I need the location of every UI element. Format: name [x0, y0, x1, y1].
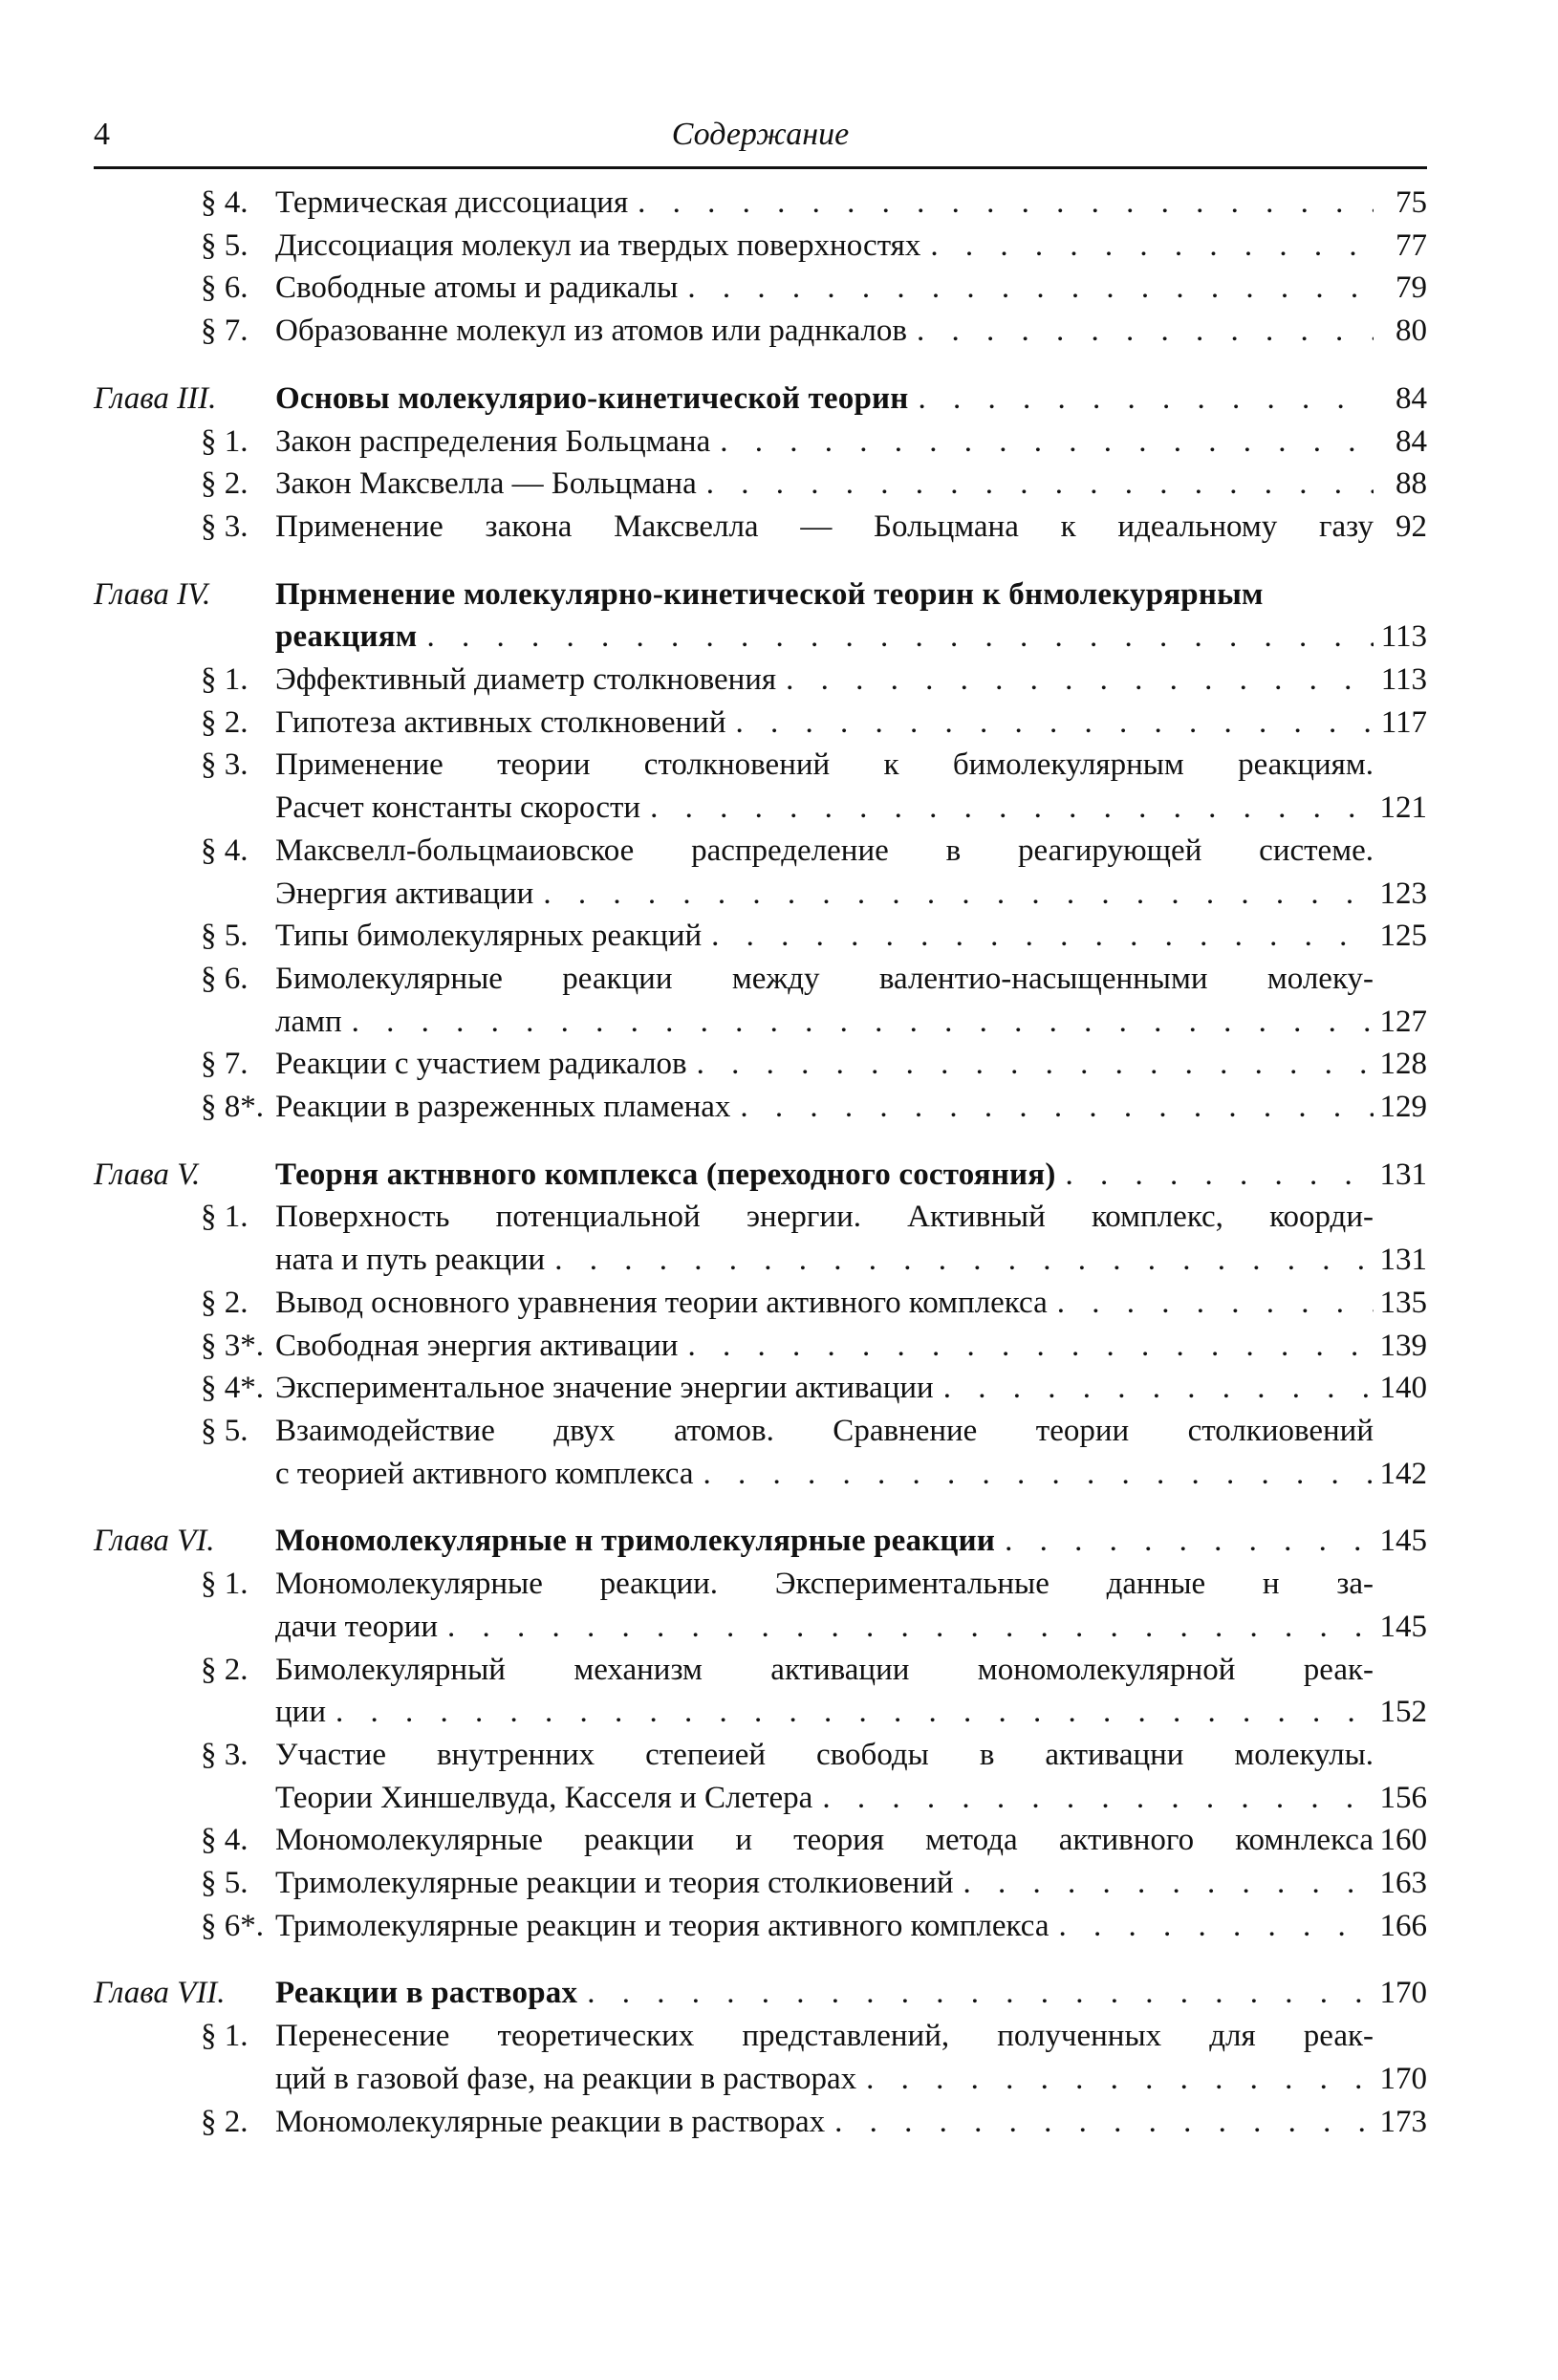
- leader-dots: [694, 1453, 1374, 1496]
- header-rule: [94, 166, 1427, 169]
- toc-section[interactable]: [94, 1367, 1427, 1410]
- leader-dots: [697, 463, 1374, 506]
- leader-dots: [577, 1972, 1374, 2015]
- chapter-title: Реакции в растворах: [275, 1976, 578, 2011]
- section-title-line1: Бимолекулярный механизм активации мономолекулярной реак-: [275, 1652, 1374, 1687]
- section-mark: § 1.: [201, 1200, 249, 1235]
- section-page: 129: [1379, 1090, 1427, 1125]
- toc-section[interactable]: [94, 506, 1427, 549]
- chapter-page: 131: [1379, 1157, 1427, 1192]
- chapter-label: Глава V.: [94, 1157, 201, 1192]
- section-title: ций в газовой фазе, на реакции в растворах: [275, 2061, 857, 2096]
- leader-dots: [1048, 1282, 1374, 1325]
- section-mark: § 3.: [201, 508, 249, 544]
- section-mark: § 5.: [201, 1413, 249, 1448]
- section-title: Свободные атомы и радикалы: [275, 270, 679, 306]
- leader-dots: [687, 1043, 1374, 1086]
- leader-dots: [702, 915, 1374, 958]
- leader-dots: [730, 1086, 1374, 1129]
- section-mark: § 4.: [201, 1823, 249, 1858]
- toc-section[interactable]: [94, 310, 1427, 353]
- section-title: Энергия активации: [275, 876, 534, 911]
- toc-section[interactable]: [94, 744, 1427, 829]
- section-mark: § 2.: [201, 466, 249, 502]
- toc-section[interactable]: [94, 267, 1427, 310]
- toc-section[interactable]: [94, 1086, 1427, 1129]
- leader-dots: [920, 225, 1374, 268]
- section-mark: § 3.: [201, 1737, 249, 1772]
- section-mark: § 2.: [201, 1285, 249, 1320]
- section-mark: § 1.: [201, 2019, 249, 2054]
- section-mark: § 2.: [201, 2104, 249, 2139]
- section-page: 92: [1396, 508, 1427, 544]
- toc-section[interactable]: [94, 1282, 1427, 1325]
- section-title: ната и путь реакции: [275, 1243, 546, 1278]
- section-title: ции: [275, 1695, 326, 1730]
- section-page: 117: [1380, 704, 1427, 740]
- section-mark: § 1.: [201, 662, 249, 698]
- section-page: 77: [1396, 227, 1427, 263]
- section-page: 113: [1380, 662, 1427, 698]
- section-mark: § 5.: [201, 1866, 249, 1901]
- section-title: Закон распределения Больцмана: [275, 423, 711, 459]
- chapter-title-line1: Прнменение молекулярно-кинетической теорин к бнмолекурярным: [275, 576, 1264, 612]
- chapter-label: Глава III.: [94, 380, 217, 416]
- section-mark: § 2.: [201, 1652, 249, 1687]
- section-page: 173: [1379, 2104, 1427, 2139]
- toc-section[interactable]: [94, 1649, 1427, 1734]
- section-page: 160: [1379, 1823, 1427, 1858]
- section-mark: § 5.: [201, 919, 249, 954]
- section-mark: § 6.: [201, 270, 249, 306]
- chapter-title: Основы молекулярио-кинетической теорин: [275, 380, 909, 416]
- toc-section[interactable]: [94, 1410, 1427, 1495]
- section-title: Эффективный диаметр столкновения: [275, 662, 777, 698]
- chapter-page: 145: [1379, 1524, 1427, 1559]
- section-page: 80: [1396, 314, 1427, 349]
- section-page: 125: [1379, 919, 1427, 954]
- leader-dots: [776, 659, 1374, 702]
- section-title-line1: Участие внутренних степеией свободы в активацни молекулы.: [275, 1737, 1374, 1772]
- leader-dots: [326, 1691, 1374, 1734]
- section-page: 166: [1379, 1908, 1427, 1943]
- section-title: Экспериментальное значение энергии активации: [275, 1371, 934, 1406]
- leader-dots: [908, 378, 1374, 421]
- toc-section[interactable]: [94, 1819, 1427, 1862]
- section-mark: § 3.: [201, 747, 249, 783]
- chapter-title: Теорня актнвного комплекса (переходного состояния): [275, 1157, 1056, 1192]
- leader-dots: [907, 310, 1374, 353]
- section-title: Типы бимолекулярных реакций: [275, 919, 703, 954]
- section-title-line1: Бимолекулярные реакции между валентио-насыщенными молеку-: [275, 961, 1374, 996]
- section-page: 170: [1379, 2061, 1427, 2096]
- section-title: Реакции в разреженных пламенах: [275, 1090, 731, 1125]
- toc-chapter-5[interactable]: [94, 1154, 1427, 1197]
- section-title: Термическая диссоциация: [275, 185, 629, 220]
- toc-section[interactable]: [94, 225, 1427, 268]
- section-title: Мономолекулярные реакции и теория метода активного комнлекса: [275, 1823, 1374, 1858]
- toc-section[interactable]: [94, 1563, 1427, 1648]
- section-mark: § 7.: [201, 314, 249, 349]
- section-title-line1: Перенесение теоретических представлений, полученных для реак-: [275, 2019, 1374, 2054]
- toc-section[interactable]: [94, 830, 1427, 915]
- section-title-line1: Взаимодействие двух атомов. Сравнение теории столкиовений: [275, 1413, 1374, 1448]
- section-page: 142: [1379, 1456, 1427, 1491]
- chapter-page: 113: [1380, 619, 1427, 655]
- section-mark: § 5.: [201, 227, 249, 263]
- chapter-title-line2: реакциям: [275, 619, 418, 655]
- toc-section[interactable]: [94, 1325, 1427, 1368]
- toc-chapter-6[interactable]: [94, 1520, 1427, 1563]
- toc-section[interactable]: [94, 1734, 1427, 1819]
- chapter-label: Глава VII.: [94, 1976, 226, 2011]
- running-title: Содержание: [671, 117, 850, 152]
- toc-section[interactable]: [94, 2015, 1427, 2100]
- section-page: 135: [1379, 1285, 1427, 1320]
- section-title-line1: Применение теории столкновений к бимолекулярным реакциям.: [275, 747, 1374, 783]
- toc-section[interactable]: [94, 915, 1427, 958]
- section-page: 163: [1379, 1866, 1427, 1901]
- section-title: Реакции с участием радикалов: [275, 1047, 687, 1082]
- section-title: Мономолекулярные реакции в растворах: [275, 2104, 826, 2139]
- leader-dots: [417, 616, 1374, 659]
- toc-section[interactable]: [94, 463, 1427, 506]
- page-number: 4: [94, 117, 110, 152]
- section-title: дачи теории: [275, 1609, 439, 1644]
- section-mark: § 6.: [201, 961, 249, 996]
- section-title: Диссоциация молекул иа твердых поверхностях: [275, 227, 921, 263]
- leader-dots: [995, 1520, 1374, 1563]
- toc-section[interactable]: [94, 1905, 1427, 1948]
- section-title: Тримолекулярные реакцин и теория активного комплекса: [275, 1908, 1049, 1943]
- section-title: Теории Хиншелвуда, Касселя и Слетера: [275, 1780, 813, 1815]
- section-page: 145: [1379, 1609, 1427, 1644]
- section-page: 152: [1379, 1695, 1427, 1730]
- section-page: 140: [1379, 1371, 1427, 1406]
- toc-section[interactable]: [94, 421, 1427, 464]
- toc-chapter-7[interactable]: [94, 1972, 1427, 2015]
- section-title: Закон Максвелла — Больцмана: [275, 466, 697, 502]
- section-page: 84: [1396, 423, 1427, 459]
- toc-chapter-3[interactable]: [94, 378, 1427, 421]
- leader-dots: [725, 702, 1374, 745]
- toc-section[interactable]: [94, 958, 1427, 1043]
- page-header: [94, 113, 1427, 170]
- section-mark: § 4.: [201, 185, 249, 220]
- leader-dots: [545, 1239, 1374, 1282]
- section-page: 79: [1396, 270, 1427, 306]
- section-title: Расчет константы скорости: [275, 790, 641, 826]
- chapter-title: Мономолекулярные н тримолекулярные реакции: [275, 1524, 996, 1559]
- section-mark: § 8*.: [201, 1090, 264, 1125]
- toc-section[interactable]: [94, 1043, 1427, 1086]
- leader-dots: [438, 1606, 1374, 1649]
- section-page: 156: [1379, 1780, 1427, 1815]
- section-page: 123: [1379, 876, 1427, 911]
- section-page: 131: [1379, 1243, 1427, 1278]
- section-title: Свободная энергия активации: [275, 1328, 679, 1363]
- leader-dots: [710, 421, 1374, 464]
- section-mark: § 2.: [201, 704, 249, 740]
- leader-dots: [1049, 1905, 1374, 1948]
- leader-dots: [812, 1777, 1374, 1820]
- toc-section[interactable]: [94, 2101, 1427, 2144]
- toc-section[interactable]: [94, 659, 1427, 702]
- section-page: 128: [1379, 1047, 1427, 1082]
- section-mark: § 7.: [201, 1047, 249, 1082]
- leader-dots: [825, 2101, 1374, 2144]
- page: [94, 113, 1427, 2143]
- section-title-line1: Максвелл-больцмаиовское распределение в реагирующей системе.: [275, 833, 1374, 868]
- leader-dots: [533, 873, 1374, 916]
- leader-dots: [678, 267, 1374, 310]
- section-title: Гипотеза активных столкновений: [275, 704, 726, 740]
- section-title: Вывод основного уравнения теории активного комплекса: [275, 1285, 1048, 1320]
- toc-section[interactable]: [94, 182, 1427, 225]
- section-title: ламп: [275, 1004, 342, 1039]
- toc-section[interactable]: [94, 1862, 1427, 1905]
- section-page: 127: [1379, 1004, 1427, 1039]
- section-title-line1: Поверхность потенциальной энергии. Активный комплекс, коорди-: [275, 1200, 1374, 1235]
- section-title: Образованне молекул из атомов или раднкалов: [275, 314, 907, 349]
- toc-section[interactable]: [94, 1196, 1427, 1281]
- section-mark: § 1.: [201, 423, 249, 459]
- section-page: 88: [1396, 466, 1427, 502]
- leader-dots: [640, 787, 1374, 830]
- leader-dots: [342, 1001, 1374, 1044]
- section-mark: § 4.: [201, 833, 249, 868]
- leader-dots: [1056, 1154, 1374, 1197]
- chapter-page: 84: [1396, 380, 1427, 416]
- section-page: 75: [1396, 185, 1427, 220]
- section-title: Тримолекулярные реакции и теория столкиовений: [275, 1866, 954, 1901]
- section-title: Применение закона Максвелла — Больцмана к идеальному газу: [275, 508, 1374, 544]
- leader-dots: [628, 182, 1374, 225]
- leader-dots: [678, 1325, 1374, 1368]
- section-mark: § 6*.: [201, 1908, 264, 1943]
- chapter-label: Глава VI.: [94, 1524, 215, 1559]
- section-mark: § 1.: [201, 1567, 249, 1602]
- leader-dots: [856, 2058, 1374, 2101]
- table-of-contents: [94, 182, 1427, 2143]
- chapter-label: Глава IV.: [94, 576, 211, 612]
- section-title-line1: Мономолекулярные реакции. Экспериментальные данные н за-: [275, 1567, 1374, 1602]
- section-page: 121: [1379, 790, 1427, 826]
- toc-chapter-4[interactable]: [94, 573, 1427, 659]
- section-title: с теорией активного комплекса: [275, 1456, 694, 1491]
- section-page: 139: [1379, 1328, 1427, 1363]
- toc-section[interactable]: [94, 702, 1427, 745]
- leader-dots: [954, 1862, 1374, 1905]
- leader-dots: [934, 1367, 1374, 1410]
- section-mark: § 3*.: [201, 1328, 264, 1363]
- section-mark: § 4*.: [201, 1371, 264, 1406]
- chapter-page: 170: [1379, 1976, 1427, 2011]
